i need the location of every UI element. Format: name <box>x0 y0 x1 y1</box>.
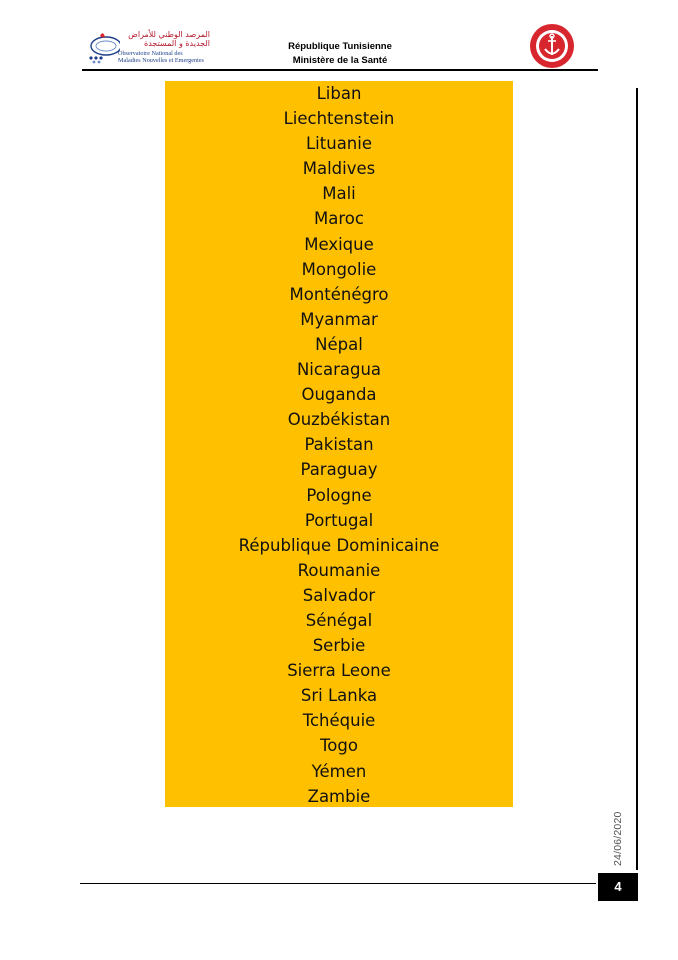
header-title-line2: Ministère de la Santé <box>292 55 388 66</box>
country-item: République Dominicaine <box>238 535 440 555</box>
country-item: Maroc <box>314 209 364 229</box>
country-item: Népal <box>315 334 363 354</box>
country-item: Monténégro <box>289 284 389 304</box>
country-list-panel <box>165 81 513 807</box>
logo-arabic-line1: المرصد الوطني للأمراض <box>128 30 210 39</box>
country-item: Sierra Leone <box>287 661 391 681</box>
country-item: Maldives <box>302 159 376 179</box>
logo-french-text <box>118 50 212 64</box>
country-item: Ouganda <box>301 385 377 405</box>
country-item: Salvador <box>302 585 376 605</box>
country-item: Yémen <box>311 761 367 781</box>
country-item: Serbie <box>312 636 366 656</box>
footer-divider <box>80 883 596 884</box>
country-item: Liban <box>316 84 362 103</box>
country-item: Mongolie <box>301 259 377 279</box>
country-item: Sri Lanka <box>300 686 378 706</box>
ministry-logo <box>528 22 576 70</box>
country-item: Nicaragua <box>296 360 382 380</box>
country-item: Ouzbékistan <box>287 410 391 430</box>
country-item: Zambie <box>307 786 371 806</box>
country-item: Pologne <box>306 485 372 505</box>
country-list <box>165 81 513 809</box>
country-item: Togo <box>320 736 358 756</box>
country-item: Mexique <box>304 234 374 254</box>
page-number: 4 <box>598 873 638 901</box>
header-divider <box>82 69 598 71</box>
logo-french-line2: Maladies Nouvelles et Emergentes <box>118 57 204 64</box>
document-date: 24/06/2020 <box>612 811 624 866</box>
right-margin-rule <box>636 88 638 870</box>
country-item: Myanmar <box>300 309 378 329</box>
header-title-line1: République Tunisienne <box>288 41 392 52</box>
logo-arabic-line2: الجديدة و المستجدة <box>144 39 210 48</box>
onmne-logo <box>86 28 212 68</box>
logo-french-line1: Observatoire National des <box>118 50 183 57</box>
country-item: Liechtenstein <box>283 109 395 129</box>
country-item: Pakistan <box>304 435 374 455</box>
onmne-emblem-icon <box>86 28 120 68</box>
country-item: Portugal <box>304 510 374 530</box>
country-item: Lituanie <box>305 134 372 154</box>
header-title <box>250 40 430 68</box>
country-item: Paraguay <box>300 460 378 480</box>
country-item: Sénégal <box>305 610 373 630</box>
country-item: Mali <box>322 184 356 204</box>
country-item: Tchéquie <box>302 711 376 731</box>
country-item: Roumanie <box>297 560 381 580</box>
ministry-anchor-emblem-icon <box>528 22 576 70</box>
logo-arabic-text <box>116 30 210 48</box>
